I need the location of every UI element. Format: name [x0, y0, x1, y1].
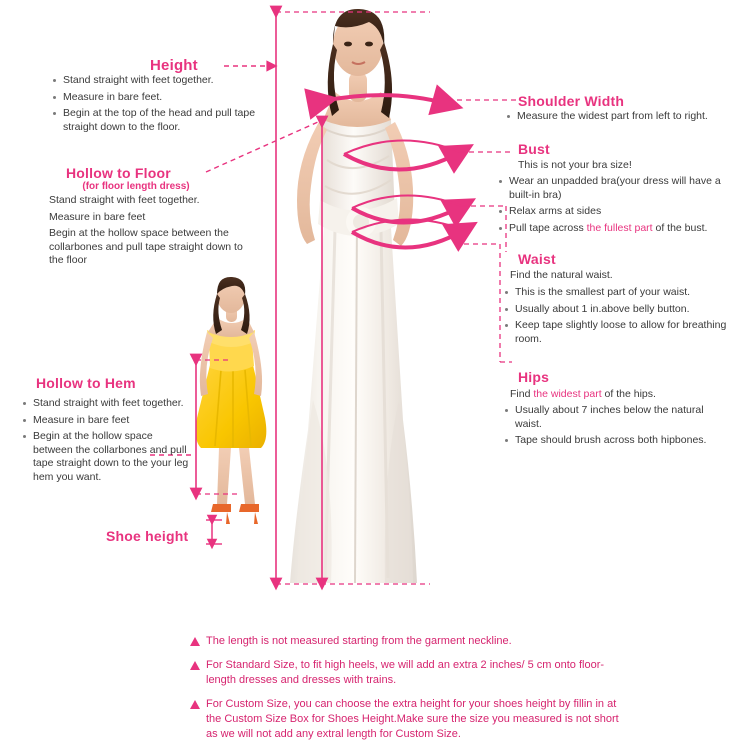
hips-bullets: [504, 404, 728, 451]
bust-bullet-prefix: Pull tape across: [509, 221, 587, 234]
shoe-height-heading: Shoe height: [106, 528, 189, 544]
shoulder-width-bullets: [506, 110, 746, 127]
list-item: Begin at the hollow space between the collarbones and pull tape straight down to the floor: [49, 227, 243, 266]
note-item: For Custom Size, you can choose the extra height for your shoes height by fillin in at the Custom Size Box for Shoes Height.Make sure the size you measured is not short as we will not add any extral length for Custom Size.: [190, 697, 620, 742]
list-item: Stand straight with feet together.: [52, 74, 264, 88]
hips-sub-suffix: of the hips.: [601, 388, 656, 400]
waist-bullets: [504, 286, 728, 349]
list-item: Measure the widest part from left to right.: [506, 110, 746, 124]
footer-notes: [190, 634, 620, 751]
bust-highlight: the fullest part: [586, 221, 653, 234]
list-item: Usually about 1 in.above belly button.: [504, 303, 728, 317]
list-item: Stand straight with feet together.: [49, 194, 200, 206]
hollow-to-floor-bullets: [38, 194, 256, 271]
list-item: Begin at the hollow space between the collarbones and pull tape straight down to the your leg hem you want.: [22, 430, 190, 484]
bust-bullets: [498, 175, 728, 238]
bust-bullet-suffix: of the bust.: [652, 221, 708, 234]
note-item: For Standard Size, to fit high heels, we will add an extra 2 inches/ 5 cm onto floor-length dresses and dresses with trains.: [190, 658, 620, 688]
hips-sub-prefix: Find: [510, 388, 534, 400]
hips-heading: Hips: [518, 369, 550, 385]
hollow-to-floor-subheading: (for floor length dress): [82, 181, 190, 192]
height-heading: Height: [150, 57, 198, 74]
list-item: Measure in bare feet: [49, 210, 146, 223]
hips-highlight: the widest part: [533, 388, 602, 400]
note-item: The length is not measured starting from the garment neckline.: [190, 634, 620, 649]
list-item: Wear an unpadded bra(your dress will have a built-in bra): [498, 175, 728, 202]
list-item: Measure in bare feet: [22, 414, 190, 428]
list-item: Tape should brush across both hipbones.: [504, 434, 728, 448]
list-item: Keep tape slightly loose to allow for breathing room.: [504, 319, 728, 346]
list-item: Relax arms at sides: [498, 205, 728, 219]
list-item: [498, 222, 728, 236]
hollow-to-floor-heading: Hollow to Floor (for floor length dress): [66, 165, 266, 192]
list-item: Stand straight with feet together.: [22, 397, 190, 411]
waist-heading: Waist: [518, 251, 556, 267]
height-bullets: [52, 74, 264, 137]
bust-heading: Bust: [518, 141, 550, 157]
hips-subheading: [510, 388, 656, 400]
hollow-to-hem-bullets: [22, 397, 190, 487]
list-item: This is the smallest part of your waist.: [504, 286, 728, 300]
waist-subheading: Find the natural waist.: [510, 269, 613, 281]
list-item: Measure in bare feet.: [52, 91, 264, 105]
shoulder-width-heading: Shoulder Width: [518, 93, 625, 109]
hollow-to-hem-heading: Hollow to Hem: [36, 375, 136, 391]
list-item: Usually about 7 inches below the natural waist.: [504, 404, 728, 431]
list-item: Begin at the top of the head and pull tape straight down to the floor.: [52, 107, 264, 134]
bust-subheading: This is not your bra size!: [518, 159, 632, 171]
